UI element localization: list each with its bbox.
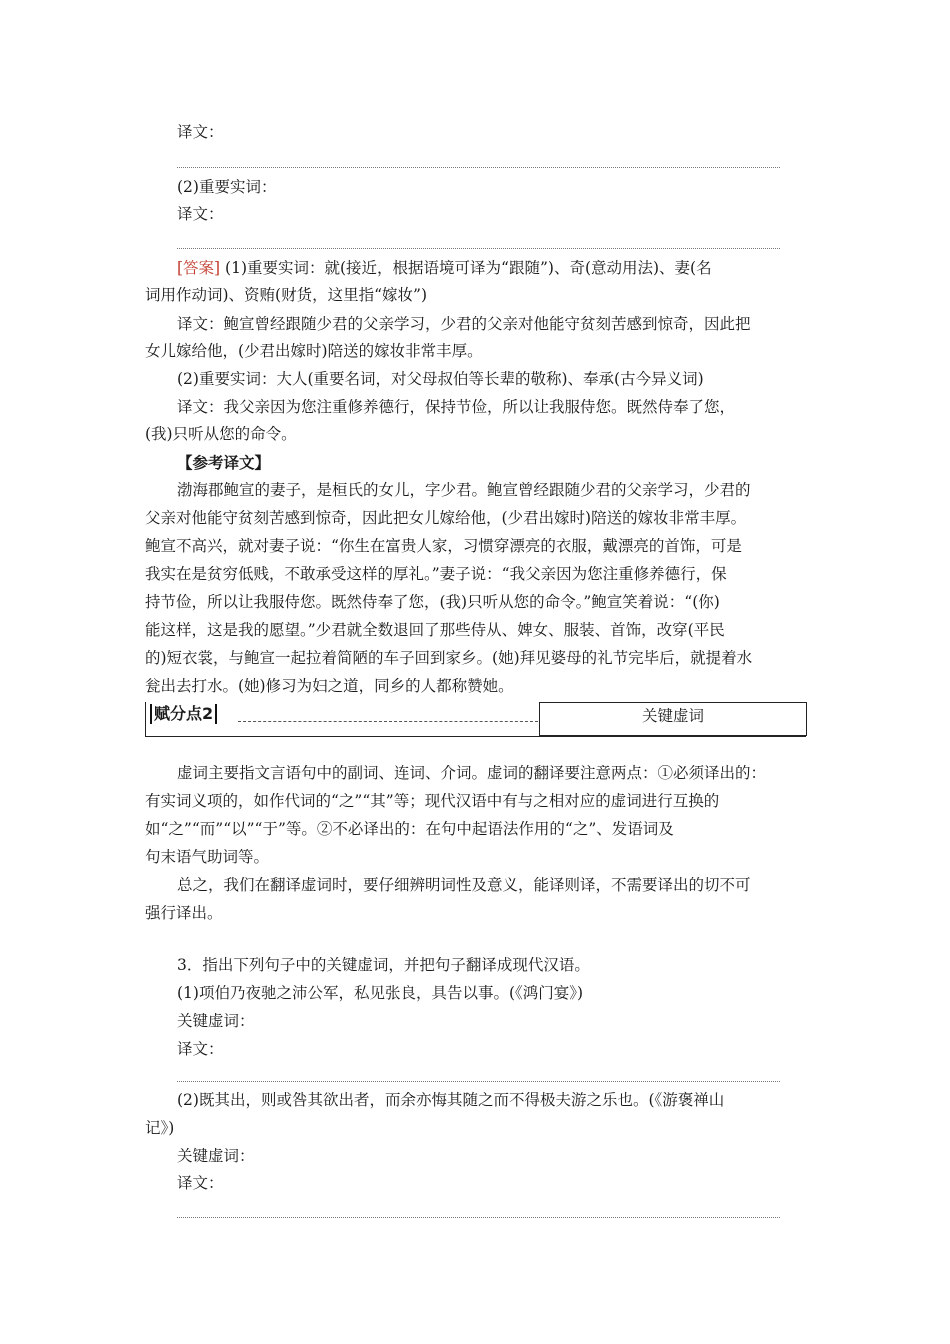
answer-line-2: 词用作动词)、资贿(财货，这里指“嫁妆”) <box>145 286 427 304</box>
translation-label: 译文： <box>177 123 224 141</box>
answer-text: (1)重要实词：就(接近，根据语境可译为“跟随”)、奇(意动用法)、妻(名 <box>225 259 712 277</box>
answer-line-5: (2)重要实词：大人(重要名词，对父母叔伯等长辈的敬称)、奉承(古今异义词) <box>177 370 704 388</box>
answer-blank-line[interactable] <box>177 248 780 249</box>
answer-blank-line[interactable] <box>177 1217 780 1218</box>
section-title: 关键虚词 <box>641 707 704 725</box>
intro-line: 如“之”“而”“以”“于”等。②不必译出的：在句中起语法作用的“之”、发语词及 <box>145 820 674 838</box>
question-3-prompt: 3．指出下列句子中的关键虚词，并把句子翻译成现代汉语。 <box>177 956 590 974</box>
section-title-box <box>539 702 807 736</box>
reference-line: 瓮出去打水。(她)修习为妇之道，同乡的人都称赞她。 <box>145 677 514 695</box>
answer-line-7: (我)只听从您的命令。 <box>145 425 297 443</box>
answer-blank-line[interactable] <box>177 1081 780 1082</box>
reference-line: 能这样，这是我的愿望。”少君就全数退回了那些侍从、婢女、服装、首饰，改穿(平民 <box>145 621 725 639</box>
answer-line-3: 译文：鲍宣曾经跟随少君的父亲学习，少君的父亲对他能守贫刻苦感到惊奇，因此把 <box>177 315 751 333</box>
intro-line: 有实词义项的，如作代词的“之”“其”等；现代汉语中有与之相对应的虚词进行互换的 <box>145 792 720 810</box>
section-label: 赋分点2 <box>150 704 217 724</box>
section-header <box>145 702 806 737</box>
reference-line: 的)短衣裳，与鲍宣一起拉着简陋的车子回到家乡。(她)拜见婆母的礼节完毕后，就提着水 <box>145 649 753 667</box>
intro-line: 总之，我们在翻译虚词时，要仔细辨明词性及意义，能译则译，不需要译出的切不可 <box>177 876 751 894</box>
question-3-part-2-line-2: 记》) <box>145 1119 175 1137</box>
reference-line: 渤海郡鲍宣的妻子，是桓氏的女儿，字少君。鲍宣曾经跟随少君的父亲学习，少君的 <box>177 481 751 499</box>
answer-tag: [答案] <box>177 259 221 277</box>
answer-line-1 <box>177 257 712 279</box>
answer-line-6: 译文：我父亲因为您注重修养德行，保持节俭，所以让我服侍您。既然侍奉了您， <box>177 398 736 416</box>
translation-label: 译文： <box>177 1040 224 1058</box>
key-function-words-label: 关键虚词： <box>177 1147 255 1165</box>
key-function-words-label: 关键虚词： <box>177 1012 255 1030</box>
translation-label: 译文： <box>177 205 224 223</box>
reference-line: 持节俭，所以让我服侍您。既然侍奉了您，(我)只听从您的命令。”鲍宣笑着说：“(你) <box>145 593 720 611</box>
question-3-part-1: (1)项伯乃夜驰之沛公军，私见张良，具告以事。(《鸿门宴》) <box>177 984 584 1002</box>
intro-line: 句末语气助词等。 <box>145 848 270 866</box>
translation-label: 译文： <box>177 1174 224 1192</box>
reference-line: 父亲对他能守贫刻苦感到惊奇，因此把女儿嫁给他，(少君出嫁时)陪送的嫁妆非常丰厚。 <box>145 509 747 527</box>
intro-line: 强行译出。 <box>145 904 223 922</box>
section-divider <box>238 721 538 722</box>
important-words-label: (2)重要实词： <box>177 178 277 196</box>
answer-line-4: 女儿嫁给他，(少君出嫁时)陪送的嫁妆非常丰厚。 <box>145 342 483 360</box>
reference-title: 【参考译文】 <box>177 453 271 472</box>
reference-line: 鲍宣不高兴，就对妻子说：“你生在富贵人家，习惯穿漂亮的衣服，戴漂亮的首饰，可是 <box>145 537 742 555</box>
answer-blank-line[interactable] <box>177 167 780 168</box>
reference-line: 我实在是贫穷低贱，不敢承受这样的厚礼。”妻子说：“我父亲因为您注重修养德行，保 <box>145 565 727 583</box>
intro-line: 虚词主要指文言语句中的副词、连词、介词。虚词的翻译要注意两点：①必须译出的： <box>177 764 767 782</box>
question-3-part-2-line-1: (2)既其出，则或咎其欲出者，而余亦悔其随之而不得极夫游之乐也。(《游褒禅山 <box>177 1091 725 1109</box>
